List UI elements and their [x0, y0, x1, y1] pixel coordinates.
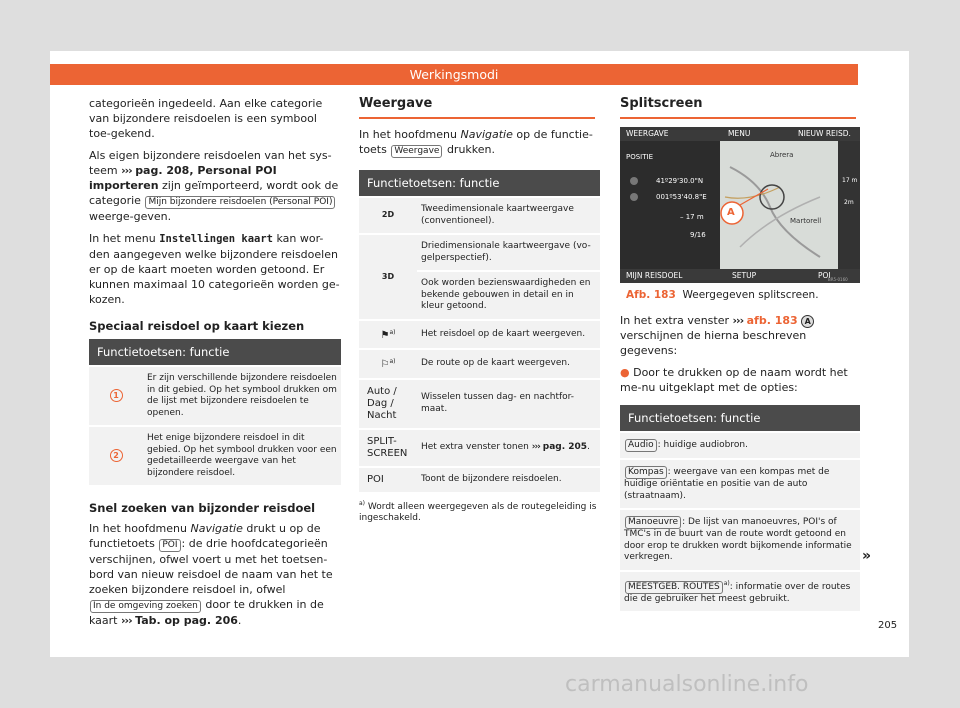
tab-weergave[interactable]: WEERGAVE — [626, 129, 669, 138]
poi-button[interactable]: POI — [818, 271, 831, 280]
bullet-icon: ● — [620, 366, 630, 379]
table-row: Audio : huidige audiobron. — [620, 432, 860, 459]
image-code: BR5-0160 — [828, 277, 848, 282]
satellite-count: 9/16 — [690, 231, 706, 239]
section-title: Weergave — [359, 96, 595, 119]
zoom-label: 2m — [844, 199, 854, 206]
table-row: 2D Tweedimensionale kaartweergave (conventioneel). — [359, 197, 600, 234]
tab-menu[interactable]: MENU — [728, 129, 751, 138]
longitude-value: 001º53'40.8"E — [656, 193, 707, 201]
table-row: ⚑$^{a)}$ Het reisdoel op de kaart weergeven. — [359, 320, 600, 350]
table-row: Auto / Dag / Nacht Wisselen tussen dag- en nachtfor-maat. — [359, 379, 600, 429]
altitude-value: – 17 m — [680, 213, 704, 221]
table-row: POI Toont de bijzondere reisdoelen. — [359, 467, 600, 492]
destination-flag-icon: ⚑ — [380, 329, 390, 341]
footnote: $^{a)}$ Wordt alleen weergegeven als de routegeleiding is ingeschakeld. — [359, 499, 597, 523]
tab-nieuw-reisdoel[interactable]: NIEUW REISD. — [798, 129, 851, 138]
paragraph: categorieën ingedeeld. Aan elke categorie van bijzondere reisdoelen is een symbool toe-gekend. — [89, 97, 323, 140]
function-table — [620, 405, 860, 611]
poi-marker-icon: 1 — [110, 389, 123, 402]
paragraph: In het extra venster ››› afb. 183 A verschijnen de hierna beschreven gegevens: — [620, 313, 860, 358]
column-right — [620, 96, 860, 611]
position-label: POSITIE — [626, 153, 654, 161]
table-header: Functietoetsen: functie — [620, 405, 860, 432]
watermark: carmanualsonline.info — [565, 672, 809, 697]
function-table — [89, 339, 341, 485]
function-key: Weergave — [391, 145, 442, 158]
table-row: MEESTGEB. ROUTES $^{a)}$: informatie over de routes die de gebruiker het meest gebruikt. — [620, 571, 860, 612]
latitude-value: 41º29'30.0"N — [656, 177, 704, 185]
mijn-reisdoel-button[interactable]: MIJN REISDOEL — [626, 271, 683, 280]
page-reference[interactable]: pag. 205 — [542, 441, 588, 452]
function-key: MEESTGEB. ROUTES — [625, 581, 723, 594]
page-reference[interactable]: pag. 208, Personal POI importeren — [89, 164, 277, 192]
column-left — [89, 96, 341, 628]
table-header: Functietoetsen: functie — [89, 339, 341, 366]
menu-name: Instellingen kaart — [159, 233, 273, 245]
paragraph: In het menu Instellingen kaart kan wor-den aangegeven welke bijzondere reisdoelen er op de kaart moeten worden getoond. Er kunnen maximaal 10 categorieën worden ge-kozen. — [89, 232, 340, 306]
table-row: Ook worden bezienswaardigheden en bekende gebouwen in detail en in kleur getoond. — [359, 271, 600, 320]
screenshot-image — [620, 127, 860, 283]
callout-letter: A — [727, 207, 735, 218]
paragraph: In het hoofdmenu Navigatie drukt u op de functietoets POI : de drie hoofdcategorieën verschijnen, ofwel voert u met het toetsen-bord van nieuw reisdoel de naam van het te zoeken bijzondere reisdoel in, ofwel In de omgeving zoeken door te drukken in de kaart ››› Tab. op pag. 206. — [89, 522, 333, 627]
navigation-screenshot — [620, 127, 860, 283]
function-key: POI — [159, 539, 180, 552]
table-row: 2 Het enige bijzondere reisdoel in dit gebied. Op het symbool drukken voor een gedetailleerde weergave van het bijzondere reisdoel. — [89, 426, 341, 485]
bullet-item: ● Door te drukken op de naam wordt het me-nu uitgeklapt met de opties: — [620, 366, 848, 394]
table-row: Kompas : weergave van een kompas met de huidige oriëntatie en positie van de auto (straatnaam). — [620, 459, 860, 509]
subheading: Snel zoeken van bijzonder reisdoel — [89, 501, 316, 515]
route-flag-icon: ⚐ — [380, 359, 390, 370]
function-key: Mijn bijzondere reisdoelen (Personal POI) — [145, 196, 335, 209]
column-middle — [359, 96, 600, 524]
table-row: Manoeuvre : De lijst van manoeuvres, POI's of TMC's in de buurt van de route wordt getoond en door erop te drukken wordt bijkomende informatie verkregen. — [620, 509, 860, 571]
map-3d-icon: 3D — [381, 271, 395, 281]
section-title: Splitscreen — [620, 96, 856, 119]
paragraph: In het hoofdmenu Navigatie op de functie-toets Weergave drukken. — [359, 128, 593, 156]
page-reference[interactable]: Tab. op pag. 206 — [135, 614, 238, 627]
city-label: Martorell — [790, 217, 822, 225]
function-key: Manoeuvre — [625, 516, 681, 529]
map-2d-icon: 2D — [381, 210, 395, 220]
figure-reference[interactable]: afb. 183 — [746, 314, 798, 327]
zoom-label: 17 m — [842, 177, 858, 184]
subheading: Speciaal reisdoel op kaart kiezen — [89, 319, 305, 333]
function-key: Kompas — [625, 466, 667, 479]
section-header: Werkingsmodi — [50, 64, 858, 85]
paragraph: Als eigen bijzondere reisdoelen van het sys-teem ››› pag. 208, Personal POI importeren zijn geïmporteerd, wordt ook de categorie Mijn bijzondere reisdoelen (Personal POI) weerge-geven. — [89, 149, 339, 223]
table-row: ⚐$^{a)}$ De route op de kaart weergeven. — [359, 349, 600, 379]
table-row: 3D Driedimensionale kaartweergave (vo-gelperspectief). — [359, 234, 600, 271]
function-key: Audio — [625, 439, 657, 452]
table-header: Functietoetsen: functie — [359, 170, 600, 197]
figure-caption: Afb. 183 Weergegeven splitscreen. — [626, 289, 819, 301]
city-label: Abrera — [770, 151, 794, 159]
function-table — [359, 170, 600, 492]
page-number: 205 — [878, 620, 898, 631]
table-row: 1 Er zijn verschillende bijzondere reisdoelen in dit gebied. Op het symbool drukken om de lijst met bijzondere reisdoelen te openen. — [89, 366, 341, 426]
callout-badge: A — [801, 315, 814, 328]
setup-button[interactable]: SETUP — [732, 271, 757, 280]
poi-marker-icon: 2 — [110, 449, 123, 462]
continue-mark: » — [862, 548, 872, 564]
function-key: In de omgeving zoeken — [90, 600, 201, 613]
table-row: SPLIT-SCREEN Het extra venster tonen ››› pag. 205. — [359, 429, 600, 467]
